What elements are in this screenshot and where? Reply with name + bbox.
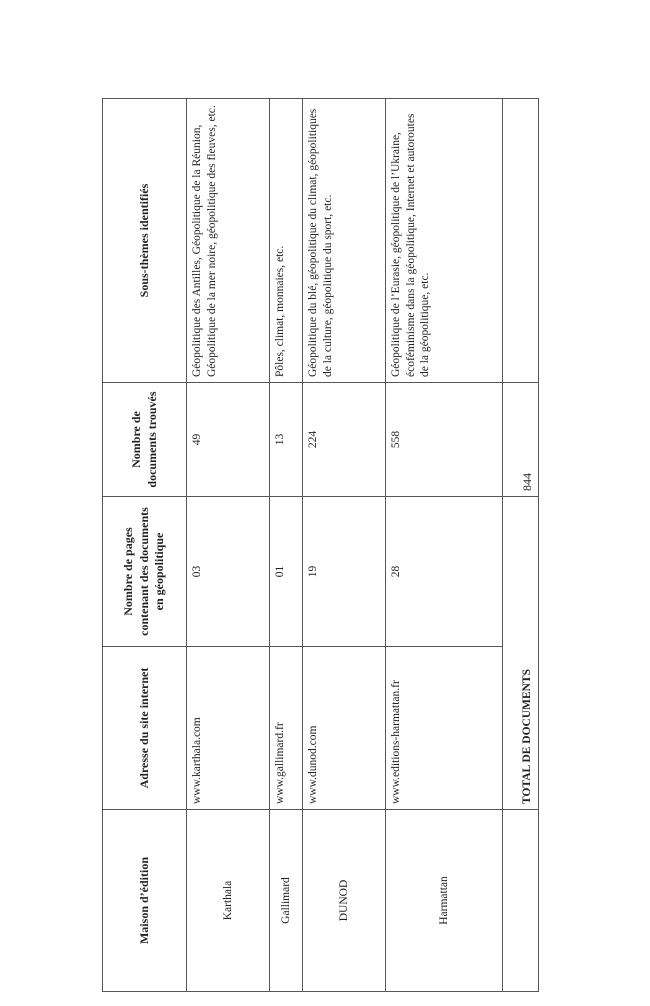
cell-publisher: DUNOD — [303, 810, 386, 992]
table-row — [303, 99, 386, 992]
total-label: TOTAL DE DOCUMENTS — [503, 497, 539, 810]
cell-publisher: Gallimard — [270, 810, 303, 992]
header-documents: Nombre de documents trouvés — [103, 383, 187, 497]
header-pages: Nombre de pages contenant des documents en géopolitique — [103, 497, 187, 647]
rotated-table-sheet — [102, 99, 538, 992]
table-row — [187, 99, 270, 992]
cell-pages: 03 — [187, 497, 270, 647]
rotated-page-container — [102, 99, 538, 992]
header-publisher: Maison d’édition — [103, 810, 187, 992]
publishers-table — [102, 98, 539, 992]
table-row — [270, 99, 303, 992]
cell-publisher: Karthala — [187, 810, 270, 992]
header-subthemes: Sous-thèmes identifiés — [103, 99, 187, 383]
cell-website: www.karthala.com — [187, 647, 270, 810]
header-row — [103, 99, 187, 992]
header-website: Adresse du site internet — [103, 647, 187, 810]
table-row — [386, 99, 503, 992]
total-value: 844 — [503, 383, 539, 497]
total-empty-cell — [503, 810, 539, 992]
cell-documents: 558 — [386, 383, 503, 497]
cell-documents: 224 — [303, 383, 386, 497]
cell-website: www.gallimard.fr — [270, 647, 303, 810]
cell-subthemes: Géopolitique de l’Eurasie, géopolitique de l’Ukraine, écoféminisme dans la géopolitique, Internet et autoroutes de la géopolitique, etc. — [386, 99, 503, 383]
cell-documents: 13 — [270, 383, 303, 497]
cell-documents: 49 — [187, 383, 270, 497]
cell-subthemes: Géopolitique des Antilles, Géopolitique de la Réunion, Géopolitique de la mer noire, géopolitique des fleuves, etc. — [187, 99, 270, 383]
cell-website: www.dunod.com — [303, 647, 386, 810]
cell-subthemes: Géopolitique du blé, géopolitique du climat, géopolitiques de la culture, géopolitique du sport, etc. — [303, 99, 386, 383]
cell-website: www.editions-harmattan.fr — [386, 647, 503, 810]
cell-pages: 28 — [386, 497, 503, 647]
cell-pages: 19 — [303, 497, 386, 647]
cell-publisher: Harmattan — [386, 810, 503, 992]
total-empty-cell — [503, 99, 539, 383]
cell-pages: 01 — [270, 497, 303, 647]
total-row — [503, 99, 539, 992]
cell-subthemes: Pôles, climat, monnaies, etc. — [270, 99, 303, 383]
